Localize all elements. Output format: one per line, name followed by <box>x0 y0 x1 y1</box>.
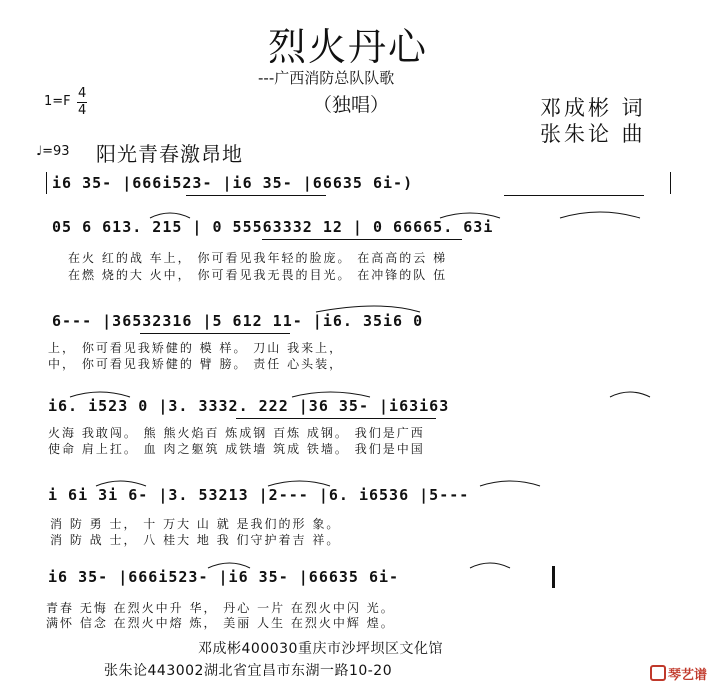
system-2-notes: 05 6 613. 215 | 0 55563332 12 | 0 66665. 63i <box>52 218 494 236</box>
system-3-notes: 6--- |36532316 |5 612 11- |i6. 35i6 0 <box>52 312 424 330</box>
system-3-lyric-verse-1: 上， 你可看见我矫健的 模 样。 刀山 我来上， <box>48 341 344 355</box>
beam <box>236 418 436 419</box>
system-4-lyric-verse-2: 使命 肩上扛。 血 肉之躯筑 成铁墙 筑成 铁墙。 我们是中国 <box>48 442 425 456</box>
lyricist-credit: 邓成彬 词 <box>540 96 646 120</box>
song-subtitle: ---广西消防总队队歌 <box>258 69 395 87</box>
system-6-lyric-verse-1: 青春 无悔 在烈火中升 华， 丹心 一片 在烈火中闪 光。 <box>46 601 395 615</box>
system-3-lyric-verse-2: 中， 你可看见我矫健的 臂 膀。 责任 心头装， <box>48 357 344 371</box>
beam <box>262 239 462 240</box>
system-6-notes: i6 35- |666i523- |i6 35- |66635 6i- <box>48 568 400 586</box>
logo-icon <box>650 665 666 681</box>
system-5-notes: i 6i 3i 6- |3. 53213 |2--- |6. i6536 |5--- <box>48 486 470 504</box>
system-2-lyric-verse-1: 在火 红的战 车上， 你可看见我年轻的脸庞。 在高高的云 梯 <box>68 251 448 265</box>
song-title: 烈火丹心 <box>268 25 429 69</box>
system-5-lyric-verse-1: 消 防 勇 士， 十 万大 山 就 是我们的形 象。 <box>50 517 341 531</box>
system-1-notes: i6 35- |666i523- |i6 35- |66635 6i-) <box>52 174 414 192</box>
beam <box>140 333 290 334</box>
beam <box>504 195 644 196</box>
tempo-marking: ♩=93 <box>36 144 70 159</box>
contact-composer: 张朱论443002湖北省宜昌市东湖一路10-20 <box>104 663 393 679</box>
system-2-lyric-verse-2: 在燃 烧的大 火中， 你可看见我无畏的目光。 在冲锋的队 伍 <box>68 268 448 282</box>
key-signature: 1=F <box>44 94 71 109</box>
system-4-lyric-verse-1: 火海 我敢闯。 熊 熊火焰百 炼成钢 百炼 成钢。 我们是广西 <box>48 426 425 440</box>
system-4-notes: i6. i523 0 |3. 3332. 222 |36 35- |i63i63 <box>48 397 450 415</box>
site-logo <box>650 664 707 683</box>
expression-marking: 阳光青春激昂地 <box>96 142 243 166</box>
beam <box>186 195 326 196</box>
system-5-lyric-verse-2: 消 防 战 士， 八 桂大 地 我 们守护着吉 祥。 <box>50 533 341 547</box>
contact-lyricist: 邓成彬400030重庆市沙坪坝区文化馆 <box>198 641 443 657</box>
time-signature-top: 4 <box>78 86 87 101</box>
logo-text: 琴艺谱 <box>668 668 708 683</box>
time-signature-bottom: 4 <box>78 103 87 118</box>
composer-credit: 张朱论 曲 <box>540 122 646 146</box>
system-6-lyric-verse-2: 满怀 信念 在烈火中熔 炼， 美丽 人生 在烈火中辉 煌。 <box>46 616 395 630</box>
performance-style: （独唱） <box>313 94 390 116</box>
